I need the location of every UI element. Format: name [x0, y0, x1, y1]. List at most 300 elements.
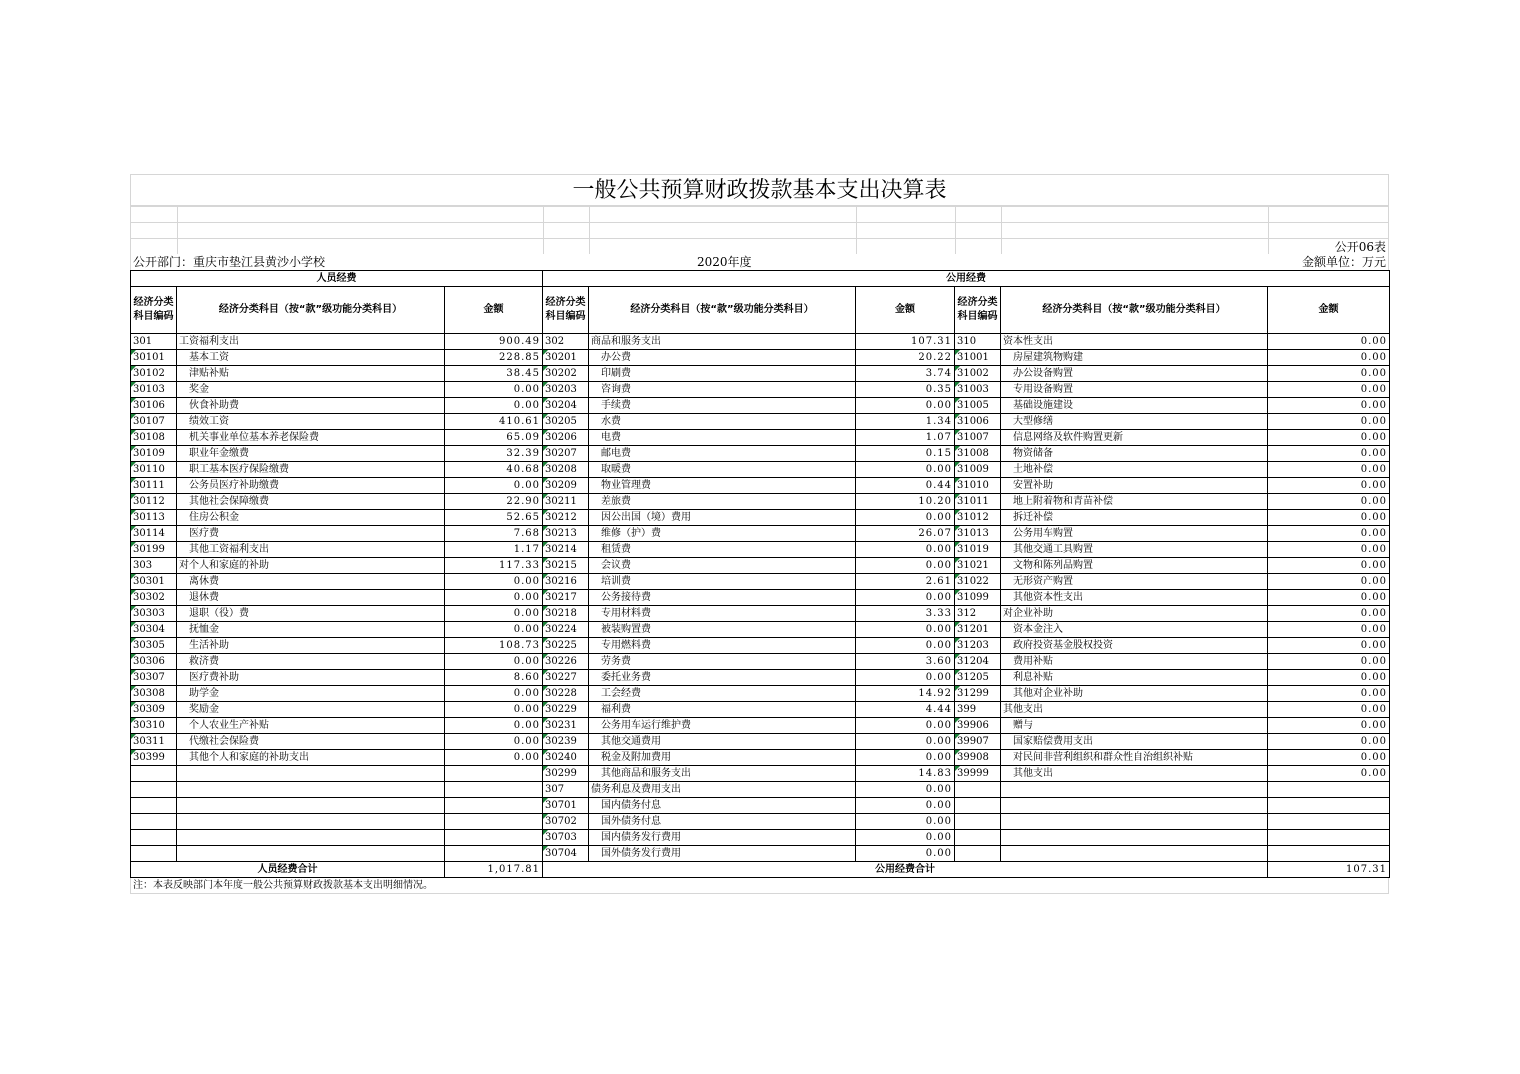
item-name-cell: 专用设备购置 [1001, 382, 1268, 398]
item-name-cell: 差旅费 [589, 494, 856, 510]
table-row [131, 622, 1390, 638]
code-cell: 30299 [543, 766, 589, 782]
amount-cell: 0.44 [856, 478, 955, 494]
table-row [131, 718, 1390, 734]
item-name-cell: 培训费 [589, 574, 856, 590]
code-cell: 30102 [131, 366, 177, 382]
col-header-name: 经济分类科目（按“款”级功能分类科目） [177, 287, 445, 334]
code-cell: 30212 [543, 510, 589, 526]
amount-cell: 0.00 [1268, 478, 1390, 494]
amount-cell: 0.00 [1268, 686, 1390, 702]
table-row [131, 462, 1390, 478]
code-cell: 30101 [131, 350, 177, 366]
table-row [131, 670, 1390, 686]
code-cell: 30231 [543, 718, 589, 734]
item-name-cell: 信息网络及软件购置更新 [1001, 430, 1268, 446]
table-row [131, 814, 1390, 830]
code-cell: 30207 [543, 446, 589, 462]
table-row [131, 750, 1390, 766]
item-name-cell: 其他工资福利支出 [177, 542, 445, 558]
item-name-cell: 公务员医疗补助缴费 [177, 478, 445, 494]
amount-cell: 22.90 [445, 494, 543, 510]
amount-cell: 0.00 [856, 622, 955, 638]
item-name-cell [177, 830, 445, 846]
item-name-cell [1001, 814, 1268, 830]
amount-cell: 0.00 [856, 718, 955, 734]
amount-cell: 0.00 [1268, 350, 1390, 366]
amount-cell: 0.00 [445, 718, 543, 734]
item-name-cell: 国外债务付息 [589, 814, 856, 830]
table-row [131, 526, 1390, 542]
item-name-cell: 退职（役）费 [177, 606, 445, 622]
code-cell: 302 [543, 334, 589, 350]
item-name-cell: 国外债务发行费用 [589, 846, 856, 862]
item-name-cell: 被装购置费 [589, 622, 856, 638]
code-cell: 30213 [543, 526, 589, 542]
amount-cell: 117.33 [445, 558, 543, 574]
amount-cell: 0.00 [445, 702, 543, 718]
code-cell: 30306 [131, 654, 177, 670]
table-row [131, 414, 1390, 430]
code-cell: 30111 [131, 478, 177, 494]
code-cell: 31022 [955, 574, 1001, 590]
col-header-code: 经济分类科目编码 [955, 287, 1001, 334]
total-public-label: 公用经费合计 [543, 862, 1268, 878]
department-label: 公开部门：重庆市垫江县黄沙小学校 [133, 255, 326, 269]
item-name-cell: 租赁费 [589, 542, 856, 558]
item-name-cell: 拆迁补偿 [1001, 510, 1268, 526]
item-name-cell: 抚恤金 [177, 622, 445, 638]
amount-cell: 0.00 [445, 750, 543, 766]
item-name-cell: 其他交通工具购置 [1001, 542, 1268, 558]
item-name-cell: 基础设施建设 [1001, 398, 1268, 414]
item-name-cell: 助学金 [177, 686, 445, 702]
code-cell [131, 798, 177, 814]
item-name-cell [177, 782, 445, 798]
form-number: 公开06表 [1334, 240, 1386, 254]
amount-cell: 0.00 [856, 814, 955, 830]
code-cell [131, 846, 177, 862]
amount-cell [445, 798, 543, 814]
code-cell: 30304 [131, 622, 177, 638]
amount-cell: 0.00 [445, 574, 543, 590]
table-row [131, 686, 1390, 702]
amount-cell [1268, 782, 1390, 798]
code-cell: 301 [131, 334, 177, 350]
amount-cell: 900.49 [445, 334, 543, 350]
amount-cell: 0.00 [1268, 766, 1390, 782]
table-row [131, 590, 1390, 606]
item-name-cell: 费用补贴 [1001, 654, 1268, 670]
amount-cell: 0.00 [1268, 590, 1390, 606]
group-header-personnel: 人员经费 [131, 271, 543, 287]
amount-cell: 0.00 [1268, 382, 1390, 398]
amount-cell [1268, 830, 1390, 846]
code-cell: 31002 [955, 366, 1001, 382]
amount-cell: 0.00 [1268, 494, 1390, 510]
item-name-cell: 取暖费 [589, 462, 856, 478]
item-name-cell: 商品和服务支出 [589, 334, 856, 350]
item-name-cell: 政府投资基金股权投资 [1001, 638, 1268, 654]
table-row [131, 830, 1390, 846]
amount-cell: 0.00 [856, 750, 955, 766]
amount-cell: 0.00 [1268, 430, 1390, 446]
amount-cell: 0.00 [856, 462, 955, 478]
amount-cell: 0.00 [1268, 654, 1390, 670]
table-row [131, 766, 1390, 782]
amount-cell: 0.00 [1268, 414, 1390, 430]
item-name-cell: 其他资本性支出 [1001, 590, 1268, 606]
code-cell: 30214 [543, 542, 589, 558]
item-name-cell: 工会经费 [589, 686, 856, 702]
item-name-cell [177, 766, 445, 782]
item-name-cell: 委托业务费 [589, 670, 856, 686]
item-name-cell [177, 814, 445, 830]
code-cell: 31001 [955, 350, 1001, 366]
code-cell: 30229 [543, 702, 589, 718]
code-cell: 30112 [131, 494, 177, 510]
item-name-cell: 债务利息及费用支出 [589, 782, 856, 798]
code-cell: 30226 [543, 654, 589, 670]
code-cell: 31201 [955, 622, 1001, 638]
code-cell: 31299 [955, 686, 1001, 702]
item-name-cell: 退休费 [177, 590, 445, 606]
item-name-cell: 安置补助 [1001, 478, 1268, 494]
code-cell: 30208 [543, 462, 589, 478]
code-cell: 31012 [955, 510, 1001, 526]
item-name-cell: 个人农业生产补贴 [177, 718, 445, 734]
col-header-amount: 金额 [856, 287, 955, 334]
code-cell: 31204 [955, 654, 1001, 670]
amount-cell: 0.00 [1268, 622, 1390, 638]
col-header-amount: 金额 [445, 287, 543, 334]
table-row [131, 606, 1390, 622]
amount-cell: 3.33 [856, 606, 955, 622]
amount-cell: 0.00 [1268, 542, 1390, 558]
table-row [131, 798, 1390, 814]
amount-cell: 38.45 [445, 366, 543, 382]
item-name-cell [1001, 798, 1268, 814]
code-cell: 39999 [955, 766, 1001, 782]
amount-cell: 0.00 [856, 846, 955, 862]
code-cell: 30228 [543, 686, 589, 702]
code-cell: 30217 [543, 590, 589, 606]
item-name-cell: 代缴社会保险费 [177, 734, 445, 750]
item-name-cell: 资本性支出 [1001, 334, 1268, 350]
code-cell: 30311 [131, 734, 177, 750]
amount-cell: 3.74 [856, 366, 955, 382]
item-name-cell: 职工基本医疗保险缴费 [177, 462, 445, 478]
item-name-cell: 赠与 [1001, 718, 1268, 734]
code-cell [955, 846, 1001, 862]
table-row [131, 734, 1390, 750]
item-name-cell: 国家赔偿费用支出 [1001, 734, 1268, 750]
code-cell: 30216 [543, 574, 589, 590]
unit-label: 金额单位：万元 [1301, 255, 1386, 269]
amount-cell: 0.00 [445, 606, 543, 622]
amount-cell: 0.00 [445, 382, 543, 398]
amount-cell [1268, 814, 1390, 830]
code-cell: 31011 [955, 494, 1001, 510]
amount-cell: 0.00 [856, 398, 955, 414]
table-row [131, 638, 1390, 654]
amount-cell: 0.00 [445, 398, 543, 414]
amount-cell: 1.07 [856, 430, 955, 446]
total-public-value: 107.31 [1268, 862, 1390, 878]
item-name-cell: 其他对企业补助 [1001, 686, 1268, 702]
table-row [131, 382, 1390, 398]
code-cell: 30209 [543, 478, 589, 494]
footnote: 注：本表反映部门本年度一般公共预算财政拨款基本支出明细情况。 [130, 878, 1389, 894]
amount-cell: 0.35 [856, 382, 955, 398]
item-name-cell: 专用材料费 [589, 606, 856, 622]
code-cell: 31010 [955, 478, 1001, 494]
total-personnel-label: 人员经费合计 [131, 862, 445, 878]
item-name-cell: 邮电费 [589, 446, 856, 462]
code-cell [131, 830, 177, 846]
amount-cell: 0.15 [856, 446, 955, 462]
code-cell [955, 814, 1001, 830]
code-cell: 30227 [543, 670, 589, 686]
amount-cell: 0.00 [1268, 526, 1390, 542]
item-name-cell: 地上附着物和青苗补偿 [1001, 494, 1268, 510]
code-cell: 31013 [955, 526, 1001, 542]
table-row [131, 510, 1390, 526]
item-name-cell: 基本工资 [177, 350, 445, 366]
amount-cell: 1.17 [445, 542, 543, 558]
report-sheet [130, 174, 1389, 894]
code-cell: 30301 [131, 574, 177, 590]
code-cell: 30205 [543, 414, 589, 430]
amount-cell: 0.00 [1268, 702, 1390, 718]
item-name-cell: 医疗费补助 [177, 670, 445, 686]
item-name-cell: 生活补助 [177, 638, 445, 654]
amount-cell: 0.00 [856, 830, 955, 846]
amount-cell: 410.61 [445, 414, 543, 430]
code-cell: 31009 [955, 462, 1001, 478]
code-cell: 39906 [955, 718, 1001, 734]
item-name-cell: 救济费 [177, 654, 445, 670]
code-cell: 39907 [955, 734, 1001, 750]
item-name-cell: 奖励金 [177, 702, 445, 718]
item-name-cell: 其他商品和服务支出 [589, 766, 856, 782]
amount-cell: 0.00 [1268, 638, 1390, 654]
amount-cell: 52.65 [445, 510, 543, 526]
info-row [130, 254, 1389, 270]
amount-cell: 32.39 [445, 446, 543, 462]
code-cell: 31205 [955, 670, 1001, 686]
item-name-cell: 津贴补贴 [177, 366, 445, 382]
item-name-cell: 医疗费 [177, 526, 445, 542]
item-name-cell: 奖金 [177, 382, 445, 398]
amount-cell: 0.00 [445, 654, 543, 670]
item-name-cell: 办公费 [589, 350, 856, 366]
code-cell: 30113 [131, 510, 177, 526]
code-cell: 30218 [543, 606, 589, 622]
amount-cell: 7.68 [445, 526, 543, 542]
amount-cell: 0.00 [1268, 750, 1390, 766]
code-cell: 30308 [131, 686, 177, 702]
code-cell [131, 814, 177, 830]
expenditure-table [130, 270, 1390, 878]
amount-cell [1268, 846, 1390, 862]
amount-cell: 3.60 [856, 654, 955, 670]
item-name-cell: 水费 [589, 414, 856, 430]
group-header-public: 公用经费 [543, 271, 1390, 287]
item-name-cell: 房屋建筑物购建 [1001, 350, 1268, 366]
table-row [131, 654, 1390, 670]
code-cell: 30211 [543, 494, 589, 510]
code-cell: 30701 [543, 798, 589, 814]
item-name-cell: 利息补贴 [1001, 670, 1268, 686]
amount-cell [1268, 798, 1390, 814]
item-name-cell: 手续费 [589, 398, 856, 414]
amount-cell: 0.00 [1268, 366, 1390, 382]
item-name-cell: 无形资产购置 [1001, 574, 1268, 590]
item-name-cell: 伙食补助费 [177, 398, 445, 414]
amount-cell [445, 814, 543, 830]
code-cell: 303 [131, 558, 177, 574]
item-name-cell: 绩效工资 [177, 414, 445, 430]
item-name-cell: 离休费 [177, 574, 445, 590]
amount-cell: 65.09 [445, 430, 543, 446]
table-row [131, 398, 1390, 414]
item-name-cell: 国内债务发行费用 [589, 830, 856, 846]
amount-cell: 14.92 [856, 686, 955, 702]
amount-cell: 0.00 [1268, 334, 1390, 350]
code-cell [955, 798, 1001, 814]
code-cell: 30103 [131, 382, 177, 398]
total-personnel-value: 1,017.81 [445, 862, 543, 878]
table-row [131, 558, 1390, 574]
amount-cell [445, 766, 543, 782]
amount-cell: 0.00 [1268, 462, 1390, 478]
item-name-cell: 印刷费 [589, 366, 856, 382]
code-cell: 30310 [131, 718, 177, 734]
item-name-cell: 工资福利支出 [177, 334, 445, 350]
code-cell: 30110 [131, 462, 177, 478]
amount-cell: 8.60 [445, 670, 543, 686]
code-cell: 31006 [955, 414, 1001, 430]
table-row [131, 494, 1390, 510]
code-cell: 30206 [543, 430, 589, 446]
col-header-code: 经济分类科目编码 [543, 287, 589, 334]
amount-cell: 107.31 [856, 334, 955, 350]
code-cell: 30399 [131, 750, 177, 766]
code-cell: 31007 [955, 430, 1001, 446]
item-name-cell: 其他社会保障缴费 [177, 494, 445, 510]
table-row [131, 350, 1390, 366]
amount-cell: 14.83 [856, 766, 955, 782]
code-cell: 31005 [955, 398, 1001, 414]
item-name-cell: 电费 [589, 430, 856, 446]
item-name-cell: 住房公积金 [177, 510, 445, 526]
item-name-cell: 其他个人和家庭的补助支出 [177, 750, 445, 766]
amount-cell: 20.22 [856, 350, 955, 366]
item-name-cell: 物资储备 [1001, 446, 1268, 462]
item-name-cell: 资本金注入 [1001, 622, 1268, 638]
item-name-cell: 国内债务付息 [589, 798, 856, 814]
code-cell: 31003 [955, 382, 1001, 398]
code-cell: 30224 [543, 622, 589, 638]
code-cell [955, 782, 1001, 798]
code-cell: 399 [955, 702, 1001, 718]
page-title: 一般公共预算财政拨款基本支出决算表 [572, 178, 947, 203]
amount-cell: 0.00 [856, 590, 955, 606]
code-cell: 30201 [543, 350, 589, 366]
item-name-cell: 公务接待费 [589, 590, 856, 606]
amount-cell [445, 782, 543, 798]
item-name-cell: 咨询费 [589, 382, 856, 398]
table-row [131, 446, 1390, 462]
code-cell [131, 782, 177, 798]
item-name-cell: 其他交通费用 [589, 734, 856, 750]
item-name-cell [177, 846, 445, 862]
blank-grid [130, 206, 1389, 254]
code-cell: 30203 [543, 382, 589, 398]
amount-cell: 1.34 [856, 414, 955, 430]
item-name-cell: 劳务费 [589, 654, 856, 670]
item-name-cell [1001, 782, 1268, 798]
item-name-cell: 职业年金缴费 [177, 446, 445, 462]
item-name-cell [1001, 846, 1268, 862]
code-cell: 31008 [955, 446, 1001, 462]
amount-cell: 0.00 [445, 590, 543, 606]
item-name-cell: 税金及附加费用 [589, 750, 856, 766]
item-name-cell: 维修（护）费 [589, 526, 856, 542]
amount-cell: 2.61 [856, 574, 955, 590]
amount-cell: 0.00 [1268, 510, 1390, 526]
item-name-cell: 土地补偿 [1001, 462, 1268, 478]
code-cell: 30204 [543, 398, 589, 414]
item-name-cell: 专用燃料费 [589, 638, 856, 654]
item-name-cell: 对个人和家庭的补助 [177, 558, 445, 574]
table-row [131, 430, 1390, 446]
amount-cell: 0.00 [856, 670, 955, 686]
amount-cell: 0.00 [1268, 606, 1390, 622]
code-cell: 307 [543, 782, 589, 798]
col-header-name: 经济分类科目（按“款”级功能分类科目） [589, 287, 856, 334]
item-name-cell: 办公设备购置 [1001, 366, 1268, 382]
item-name-cell [177, 798, 445, 814]
code-cell: 30106 [131, 398, 177, 414]
item-name-cell: 物业管理费 [589, 478, 856, 494]
code-cell: 30109 [131, 446, 177, 462]
amount-cell [445, 846, 543, 862]
code-cell: 30305 [131, 638, 177, 654]
table-row [131, 334, 1390, 350]
code-cell: 30199 [131, 542, 177, 558]
item-name-cell: 文物和陈列品购置 [1001, 558, 1268, 574]
amount-cell: 0.00 [856, 782, 955, 798]
year-label: 2020年度 [697, 255, 752, 269]
amount-cell: 0.00 [445, 734, 543, 750]
item-name-cell: 公务用车购置 [1001, 526, 1268, 542]
code-cell: 31099 [955, 590, 1001, 606]
col-header-amount: 金额 [1268, 287, 1390, 334]
amount-cell: 0.00 [856, 638, 955, 654]
table-row [131, 782, 1390, 798]
code-cell [131, 766, 177, 782]
item-name-cell: 对民间非营利组织和群众性自治组织补贴 [1001, 750, 1268, 766]
item-name-cell: 其他支出 [1001, 766, 1268, 782]
col-header-code: 经济分类科目编码 [131, 287, 177, 334]
code-cell: 30307 [131, 670, 177, 686]
table-row [131, 478, 1390, 494]
code-cell: 30702 [543, 814, 589, 830]
code-cell: 30202 [543, 366, 589, 382]
amount-cell: 0.00 [1268, 670, 1390, 686]
